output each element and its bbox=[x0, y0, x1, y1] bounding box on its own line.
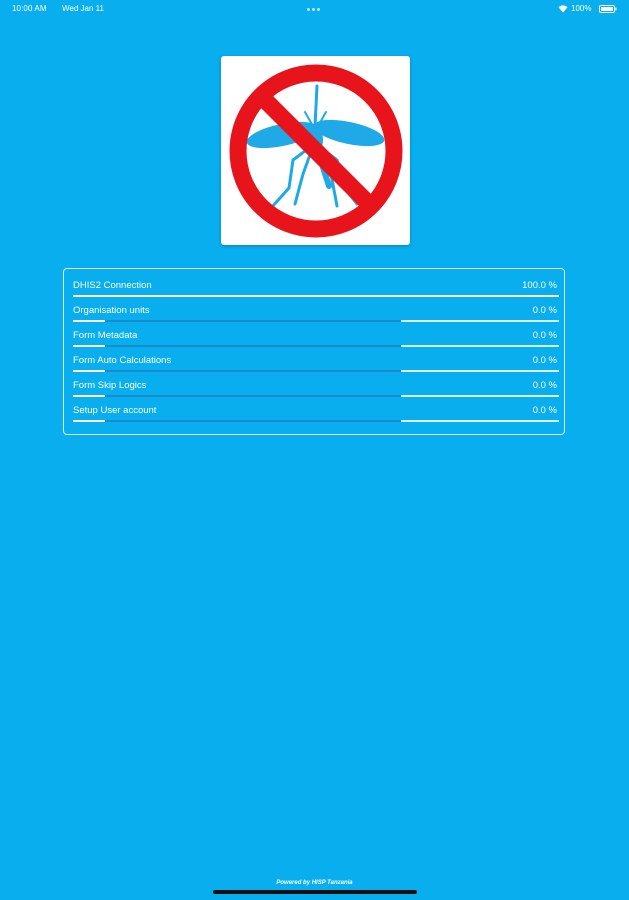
status-time: 10:00 AM bbox=[12, 4, 47, 13]
progress-label: Form Metadata bbox=[73, 330, 138, 341]
progress-value: 0.0 % bbox=[532, 380, 557, 391]
app-logo bbox=[221, 56, 410, 245]
progress-bar-buffer bbox=[401, 420, 559, 422]
progress-value: 100.0 % bbox=[522, 280, 557, 291]
progress-row-form-auto-calculations bbox=[73, 344, 559, 369]
progress-row-setup-user-account bbox=[73, 394, 559, 419]
powered-by-footer: Powered by HISP Tanzania bbox=[276, 880, 353, 886]
progress-value: 0.0 % bbox=[532, 305, 557, 316]
progress-value: 0.0 % bbox=[532, 330, 557, 341]
multitasking-dots-icon[interactable] bbox=[307, 8, 323, 11]
battery-percent: 100% bbox=[571, 4, 592, 13]
progress-bar-fill bbox=[73, 420, 105, 422]
home-indicator[interactable] bbox=[213, 890, 417, 894]
no-mosquito-icon bbox=[221, 56, 410, 245]
progress-row-organisation-units bbox=[73, 294, 559, 319]
progress-label: DHIS2 Connection bbox=[73, 280, 152, 291]
progress-label: Form Auto Calculations bbox=[73, 355, 172, 366]
progress-label: Organisation units bbox=[73, 305, 150, 316]
battery-icon bbox=[599, 5, 617, 13]
sync-progress-panel bbox=[63, 268, 565, 435]
progress-label: Form Skip Logics bbox=[73, 380, 147, 391]
status-bar bbox=[0, 0, 629, 20]
progress-value: 0.0 % bbox=[532, 355, 557, 366]
status-date: Wed Jan 11 bbox=[62, 4, 104, 13]
progress-bar bbox=[73, 420, 559, 422]
progress-value: 0.0 % bbox=[532, 405, 557, 416]
progress-label: Setup User account bbox=[73, 405, 157, 416]
progress-row-form-metadata bbox=[73, 319, 559, 344]
wifi-icon bbox=[558, 4, 568, 13]
progress-row-dhis2-connection bbox=[73, 269, 559, 294]
progress-row-form-skip-logics bbox=[73, 369, 559, 394]
